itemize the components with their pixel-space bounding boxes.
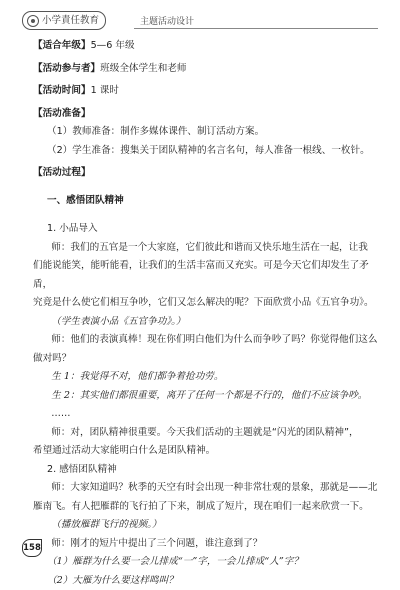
- paragraph-line: 希望通过活动大家能明白什么是团队精神。: [33, 445, 216, 457]
- stage-note: （学生表演小品《五官争功》。）: [51, 315, 186, 327]
- ellipsis-line: ……: [51, 408, 71, 420]
- grade-value: 5—6 年级: [90, 40, 135, 51]
- duration-value: 1 课时: [90, 85, 119, 96]
- participants-section: [33, 60, 378, 79]
- step1-title: 1. 小品导入: [47, 223, 98, 235]
- grade-section: [33, 37, 378, 56]
- series-logo-icon: [27, 15, 39, 27]
- participants-value: 班级全体学生和老师: [100, 62, 187, 74]
- paragraph-line: 做对吗？: [33, 352, 72, 364]
- series-name: 小学責任教育: [42, 15, 100, 26]
- question-item: （2）大雁为什么要这样鸣叫？: [47, 574, 178, 586]
- series-badge: [22, 11, 106, 30]
- duration-section: [33, 82, 378, 101]
- participants-label: 【活动参与者】: [33, 62, 101, 74]
- paragraph-line: 师：他们的表演真棒！现在你们明白他们为什么而争吵了吗？你觉得他们这么: [51, 334, 378, 346]
- paragraph-line: 们能说能笑，能听能看，让我们的生活丰富而又充实。可是今天它们却发生了矛盾，: [33, 260, 369, 290]
- process-label: 【活动过程】: [33, 167, 91, 178]
- prep-item: （1）教师准备：制作多媒体课件、制订活动方案。: [47, 126, 265, 137]
- paragraph-line: 究竟是什么使它们相互争吵，它们又怎么解决的呢？下面欣赏小品《五官争功》。: [33, 297, 374, 309]
- page-content: [33, 37, 378, 590]
- prep-label: 【活动准备】: [33, 107, 91, 119]
- header-rule: [134, 28, 378, 29]
- duration-label: 【活动时间】: [33, 85, 91, 96]
- page-header: [22, 9, 378, 31]
- header-subtitle: 主题活动设计: [140, 17, 195, 27]
- stage-note: （播放雁群飞行的视频。）: [51, 519, 162, 531]
- student-reply: 生 1：我觉得不对，他们都争着抢功劳。: [51, 371, 224, 383]
- paragraph-line: 师：对，团队精神很重要。今天我们活动的主题就是“闪光的团队精神”，: [51, 426, 359, 438]
- prep-item: （2）学生准备：搜集关于团队精神的名言名句，每人准备一根线、一枚针。: [47, 144, 370, 156]
- step2-title: 2. 感悟团队精神: [47, 463, 117, 475]
- question-item: （1）雁群为什么要一会儿排成“一”字，一会儿排成“人”字？: [47, 556, 303, 568]
- paragraph-line: 师：刚才的短片中提出了三个问题，谁注意到了？: [51, 537, 263, 549]
- page-number: 158: [22, 539, 42, 557]
- grade-label: 【适合年级】: [33, 40, 91, 51]
- paragraph-line: 师：大家知道吗？秋季的天空有时会出现一种非常壮观的景象，那就是——北: [51, 482, 378, 494]
- paragraph-line: 雁南飞。有人把雁群的飞行拍了下来，制成了短片，现在咱们一起来欣赏一下。: [33, 500, 369, 512]
- part1-title: 一、感悟团队精神: [47, 195, 124, 207]
- student-reply: 生 2：其实他们都很重要，离开了任何一个都是不行的，他们不应该争吵。: [51, 389, 368, 401]
- paragraph-line: 师：我们的五官是一个大家庭，它们彼此和谐而又快乐地生活在一起，让我: [51, 241, 368, 253]
